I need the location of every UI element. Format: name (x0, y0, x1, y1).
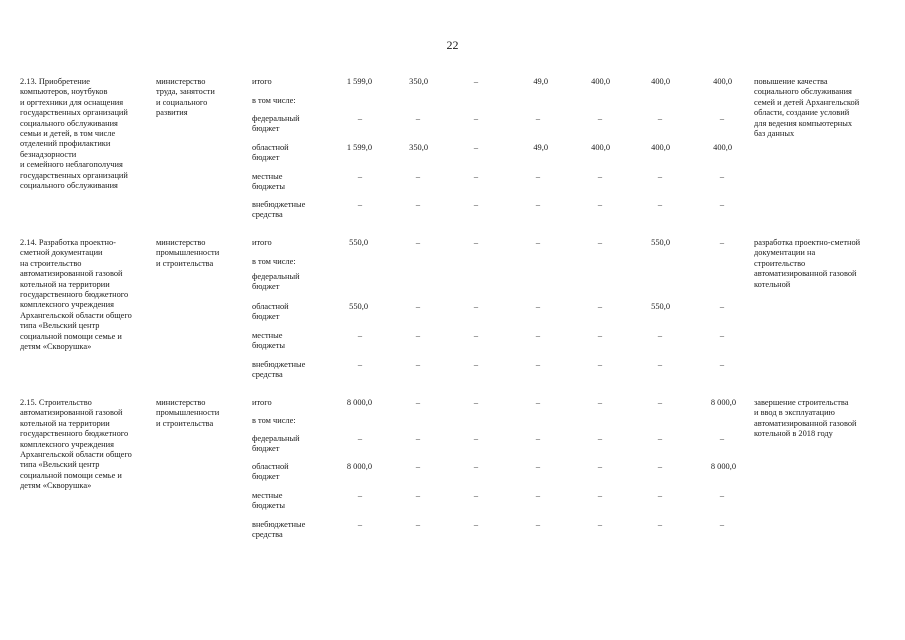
value-cell: 350,0 (409, 143, 428, 152)
value-cell: 400,0 (591, 143, 610, 152)
value-cell: – (657, 114, 663, 123)
value-cell: 1 599,0 (346, 77, 372, 86)
value-cell: 550,0 (651, 238, 670, 247)
expected-result: повышение качества социального обслуживания семей и детей Архангельской области, создание условий для ведения компьютерных баз данных (754, 77, 860, 139)
source-label: итого (252, 77, 272, 86)
value-cell: – (719, 360, 725, 369)
source-label: местные бюджеты (252, 331, 286, 351)
value-cell: – (357, 491, 363, 500)
value-cell: – (657, 462, 663, 471)
value-cell: – (657, 360, 663, 369)
value-cell: – (473, 462, 479, 471)
source-label: областной бюджет (252, 302, 289, 322)
value-cell: 350,0 (409, 77, 428, 86)
value-cell: – (597, 302, 603, 311)
value-cell: – (535, 462, 541, 471)
source-label: внебюджетные средства (252, 360, 306, 380)
measure-title: 2.13. Приобретение компьютеров, ноутбуков и оргтехники для оснащения государственных организаций социального обслуживания семьи и детей, в том числе отделений профилактики безнадзорности и семейного неблагополучия государственных организаций социального обслуживания (20, 77, 128, 191)
value-cell: – (719, 200, 725, 209)
value-cell: – (535, 398, 541, 407)
value-cell: – (657, 491, 663, 500)
value-cell: 400,0 (591, 77, 610, 86)
expected-result: завершение строительства и ввод в эксплуатацию автоматизированной газовой котельной в 2018 году (754, 398, 857, 439)
source-label: итого (252, 238, 272, 247)
value-cell: 550,0 (651, 302, 670, 311)
value-cell: – (597, 200, 603, 209)
value-cell: – (357, 520, 363, 529)
value-cell: – (473, 491, 479, 500)
source-label: местные бюджеты (252, 172, 286, 192)
measure-title: 2.14. Разработка проектно- сметной документации на строительство автоматизированной газовой котельной на территории государственного бюджетного комплексного учреждения Архангельской области общего типа «Вельский центр социальной помощи семье и детям «Скворушка» (20, 238, 132, 352)
value-cell: – (415, 360, 421, 369)
value-cell: 8 000,0 (346, 398, 372, 407)
value-cell: – (415, 331, 421, 340)
value-cell: – (657, 434, 663, 443)
value-cell: 400,0 (651, 77, 670, 86)
value-cell: – (535, 172, 541, 181)
value-cell: – (415, 302, 421, 311)
value-cell: – (597, 331, 603, 340)
source-label: внебюджетные средства (252, 520, 306, 540)
value-cell: – (597, 398, 603, 407)
source-label: федеральный бюджет (252, 272, 300, 292)
value-cell: – (357, 434, 363, 443)
value-cell: – (597, 491, 603, 500)
value-cell: – (415, 200, 421, 209)
value-cell: 8 000,0 (710, 398, 736, 407)
value-cell: – (657, 172, 663, 181)
value-cell: – (719, 331, 725, 340)
value-cell: – (357, 114, 363, 123)
value-cell: – (415, 491, 421, 500)
value-cell: – (473, 520, 479, 529)
value-cell: – (473, 77, 479, 86)
value-cell: – (415, 238, 421, 247)
source-label: областной бюджет (252, 143, 289, 163)
value-cell: – (357, 172, 363, 181)
source-label: федеральный бюджет (252, 434, 300, 454)
value-cell: – (597, 238, 603, 247)
value-cell: – (657, 200, 663, 209)
value-cell: – (719, 434, 725, 443)
value-cell: – (535, 114, 541, 123)
value-cell: – (473, 143, 479, 152)
value-cell: – (415, 114, 421, 123)
value-cell: – (415, 172, 421, 181)
value-cell: – (473, 331, 479, 340)
value-cell: – (597, 114, 603, 123)
value-cell: – (415, 462, 421, 471)
source-label: итого (252, 398, 272, 407)
value-cell: – (719, 114, 725, 123)
value-cell: 550,0 (349, 302, 368, 311)
value-cell: – (357, 200, 363, 209)
value-cell: – (597, 462, 603, 471)
value-cell: – (415, 434, 421, 443)
value-cell: – (719, 172, 725, 181)
value-cell: 400,0 (713, 143, 732, 152)
value-cell: – (719, 302, 725, 311)
value-cell: – (357, 331, 363, 340)
value-cell: – (535, 434, 541, 443)
value-cell: – (719, 238, 725, 247)
value-cell: – (657, 398, 663, 407)
value-cell: – (597, 434, 603, 443)
source-label: в том числе: (252, 96, 296, 105)
executor: министерство промышленности и строительства (156, 398, 220, 428)
value-cell: 400,0 (651, 143, 670, 152)
executor: министерство промышленности и строительства (156, 238, 220, 268)
value-cell: – (473, 238, 479, 247)
value-cell: – (415, 398, 421, 407)
source-label: федеральный бюджет (252, 114, 300, 134)
value-cell: 8 000,0 (710, 462, 736, 471)
value-cell: – (473, 114, 479, 123)
source-label: в том числе: (252, 416, 296, 425)
value-cell: – (535, 360, 541, 369)
value-cell: 8 000,0 (346, 462, 372, 471)
value-cell: – (535, 238, 541, 247)
executor: министерство труда, занятости и социального развития (156, 77, 215, 118)
value-cell: – (597, 360, 603, 369)
source-label: местные бюджеты (252, 491, 286, 511)
value-cell: – (535, 491, 541, 500)
value-cell: – (535, 302, 541, 311)
value-cell: – (657, 520, 663, 529)
value-cell: – (473, 172, 479, 181)
value-cell: – (473, 200, 479, 209)
value-cell: – (473, 360, 479, 369)
value-cell: 550,0 (349, 238, 368, 247)
value-cell: – (597, 520, 603, 529)
expected-result: разработка проектно-сметной документации на строительство автоматизированной газовой котельной (754, 238, 861, 289)
value-cell: – (535, 200, 541, 209)
value-cell: – (719, 491, 725, 500)
value-cell: – (473, 434, 479, 443)
source-label: внебюджетные средства (252, 200, 306, 220)
value-cell: – (535, 331, 541, 340)
value-cell: 1 599,0 (346, 143, 372, 152)
source-label: областной бюджет (252, 462, 289, 482)
value-cell: 49,0 (533, 143, 548, 152)
value-cell: – (657, 331, 663, 340)
value-cell: – (719, 520, 725, 529)
value-cell: – (473, 302, 479, 311)
measure-title: 2.15. Строительство автоматизированной газовой котельной на территории государственного бюджетного комплексного учреждения Архангельской области общего типа «Вельский центр социальной помощи семье и детям «Скворушка» (20, 398, 132, 491)
value-cell: – (535, 520, 541, 529)
value-cell: 400,0 (713, 77, 732, 86)
source-label: в том числе: (252, 257, 296, 266)
value-cell: 49,0 (533, 77, 548, 86)
value-cell: – (357, 360, 363, 369)
value-cell: – (415, 520, 421, 529)
value-cell: – (597, 172, 603, 181)
page-number: 22 (446, 38, 459, 52)
value-cell: – (473, 398, 479, 407)
